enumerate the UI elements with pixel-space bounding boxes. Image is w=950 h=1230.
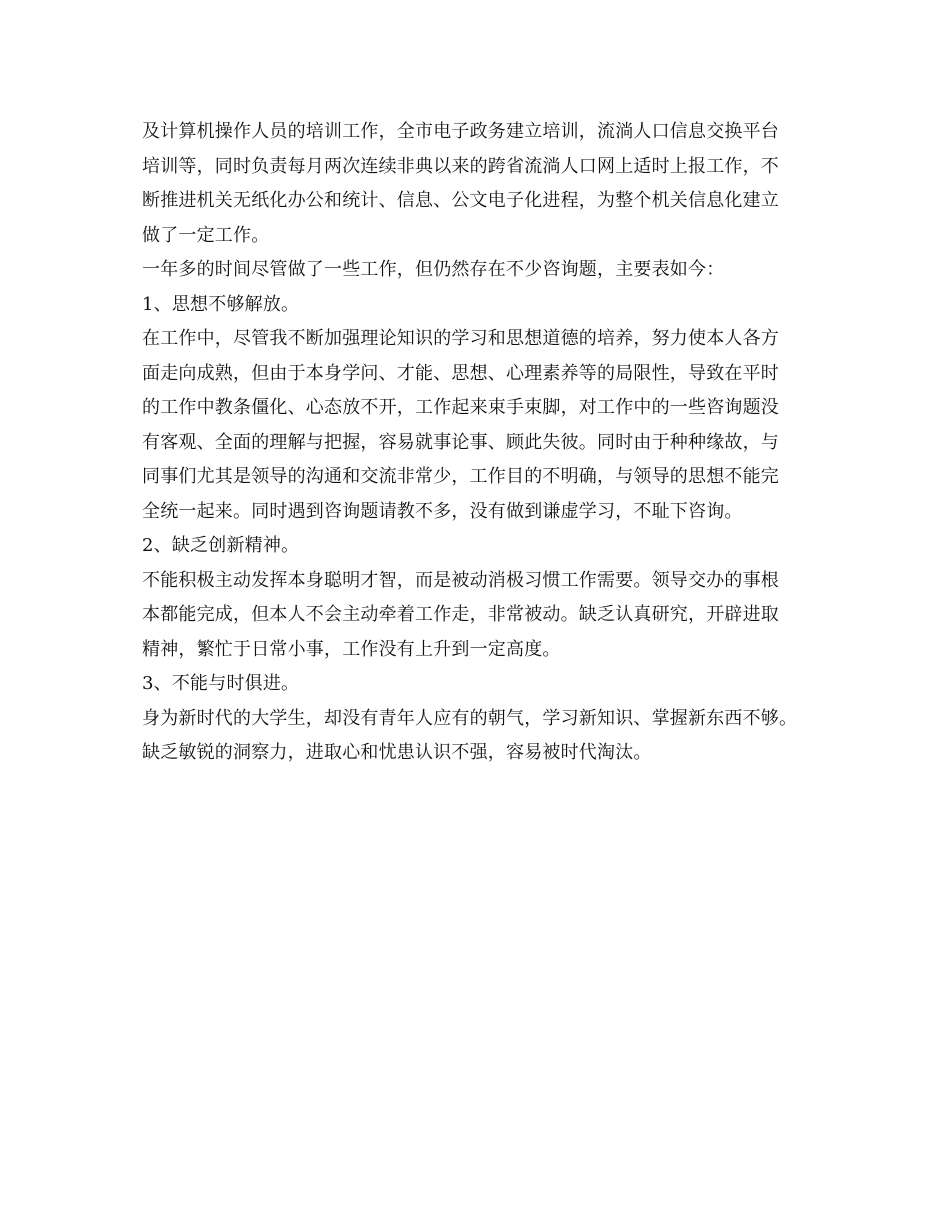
section-heading: 1、思想不够解放。 xyxy=(142,293,300,315)
text-line: 同事们尤其是领导的沟通和交流非常少，工作目的不明确，与领导的思想不能完 xyxy=(142,466,779,487)
text-line: 及计算机操作人员的培训工作，全市电子政务建立培训，流淌人口信息交换平台 xyxy=(142,121,779,142)
section-heading: 3、不能与时俱进。 xyxy=(142,673,300,694)
text-line: 一年多的时间尽管做了一些工作，但仍然存在不少咨询题，主要表如今： xyxy=(142,259,725,280)
text-line: 缺乏敏锐的洞察力，进取心和忧患认识不强，容易被时代淘汰。 xyxy=(142,742,652,763)
text-line: 精神，繁忙于日常小事，工作没有上升到一定高度。 xyxy=(142,638,561,660)
text-line: 做了一定工作。 xyxy=(142,224,270,246)
text-line: 的工作中教条僵化、心态放不开，工作起来束手束脚，对工作中的一些咨询题没 xyxy=(142,397,779,418)
section-heading: 2、缺乏创新精神。 xyxy=(142,535,300,556)
text-line: 在工作中，尽管我不断加强理论知识的学习和思想道德的培养，努力使本人各方 xyxy=(142,328,779,349)
text-line: 本都能完成，但本人不会主动牵着工作走，非常被动。缺乏认真研究，开辟进取 xyxy=(142,604,779,625)
text-line: 不能积极主动发挥本身聪明才智，而是被动消极习惯工作需要。领导交办的事根 xyxy=(142,569,779,591)
document-body xyxy=(142,115,832,771)
text-line: 面走向成熟，但由于本身学问、才能、思想、心理素养等的局限性，导致在平时 xyxy=(142,362,779,384)
text-line: 全统一起来。同时遇到咨询题请教不多，没有做到谦虚学习，不耻下咨询。 xyxy=(142,500,743,522)
text-line: 有客观、全面的理解与把握，容易就事论事、顾此失彼。同时由于种种缘故，与 xyxy=(142,431,779,453)
text-line: 身为新时代的大学生，却没有青年人应有的朝气，学习新知识、掌握新东西不够。 xyxy=(142,707,798,729)
text-line: 断推进机关无纸化办公和统计、信息、公文电子化进程，为整个机关信息化建立 xyxy=(142,190,779,211)
text-line: 培训等，同时负责每月两次连续非典以来的跨省流淌人口网上适时上报工作，不 xyxy=(142,155,779,177)
